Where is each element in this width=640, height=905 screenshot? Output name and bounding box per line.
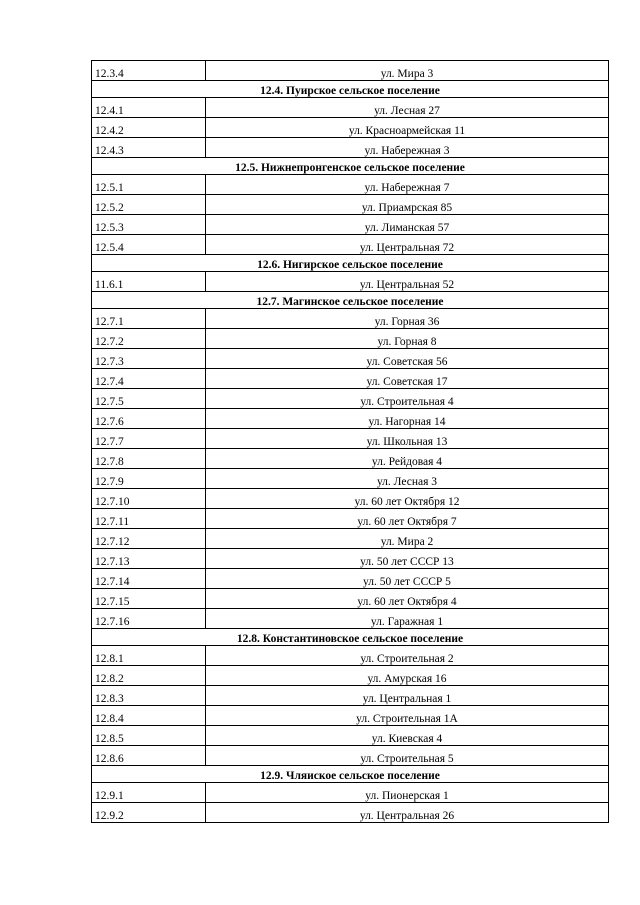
section-header-row [92, 81, 609, 98]
table-row [92, 98, 609, 118]
item-address: ул. 60 лет Октября 12 [206, 489, 609, 509]
item-address: ул. Советская 56 [206, 349, 609, 369]
item-number: 12.8.5 [92, 726, 206, 746]
item-number: 12.5.4 [92, 235, 206, 255]
table-row [92, 118, 609, 138]
section-header-row [92, 255, 609, 272]
table-row [92, 215, 609, 235]
table-row [92, 469, 609, 489]
section-title: 12.9. Чляиское сельское поселение [92, 766, 609, 783]
item-number: 12.7.2 [92, 329, 206, 349]
item-number: 12.4.2 [92, 118, 206, 138]
table-row [92, 329, 609, 349]
item-number: 12.7.4 [92, 369, 206, 389]
item-address: ул. Центральная 26 [206, 803, 609, 823]
item-address: ул. 60 лет Октября 7 [206, 509, 609, 529]
item-address: ул. 50 лет СССР 5 [206, 569, 609, 589]
table-row [92, 369, 609, 389]
item-number: 12.7.10 [92, 489, 206, 509]
table-row [92, 569, 609, 589]
table-row [92, 195, 609, 215]
section-title: 12.7. Магинское сельское поселение [92, 292, 609, 309]
address-table [91, 60, 609, 823]
item-number: 12.8.3 [92, 686, 206, 706]
item-number: 12.7.6 [92, 409, 206, 429]
table-row [92, 309, 609, 329]
item-number: 12.8.1 [92, 646, 206, 666]
item-address: ул. Центральная 1 [206, 686, 609, 706]
table-row [92, 235, 609, 255]
table-row [92, 509, 609, 529]
table-row [92, 429, 609, 449]
item-number: 12.3.4 [92, 61, 206, 81]
item-address: ул. Лиманская 57 [206, 215, 609, 235]
table-row [92, 175, 609, 195]
table-row [92, 726, 609, 746]
item-number: 11.6.1 [92, 272, 206, 292]
item-address: ул. Набережная 7 [206, 175, 609, 195]
item-address: ул. Гаражная 1 [206, 609, 609, 629]
table-row [92, 138, 609, 158]
section-title: 12.6. Нигирское сельское поселение [92, 255, 609, 272]
item-address: ул. Лесная 3 [206, 469, 609, 489]
item-number: 12.8.4 [92, 706, 206, 726]
table-row [92, 549, 609, 569]
item-number: 12.4.3 [92, 138, 206, 158]
item-number: 12.8.2 [92, 666, 206, 686]
item-number: 12.7.15 [92, 589, 206, 609]
item-address: ул. Амурская 16 [206, 666, 609, 686]
item-number: 12.4.1 [92, 98, 206, 118]
item-address: ул. Нагорная 14 [206, 409, 609, 429]
section-title: 12.8. Константиновское сельское поселение [92, 629, 609, 646]
item-address: ул. Строительная 2 [206, 646, 609, 666]
item-address: ул. Лесная 27 [206, 98, 609, 118]
table-row [92, 349, 609, 369]
section-header-row [92, 292, 609, 309]
item-number: 12.7.3 [92, 349, 206, 369]
item-number: 12.7.12 [92, 529, 206, 549]
table-row [92, 706, 609, 726]
item-address: ул. Мира 2 [206, 529, 609, 549]
item-address: ул. Горная 36 [206, 309, 609, 329]
table-row [92, 609, 609, 629]
item-address: ул. Мира 3 [206, 61, 609, 81]
table-row [92, 783, 609, 803]
item-address: ул. Приамрская 85 [206, 195, 609, 215]
item-address: ул. Советская 17 [206, 369, 609, 389]
item-address: ул. Красноармейская 11 [206, 118, 609, 138]
table-row [92, 61, 609, 81]
item-number: 12.8.6 [92, 746, 206, 766]
table-row [92, 449, 609, 469]
table-row [92, 803, 609, 823]
item-address: ул. Строительная 5 [206, 746, 609, 766]
section-header-row [92, 766, 609, 783]
item-number: 12.7.5 [92, 389, 206, 409]
item-number: 12.7.7 [92, 429, 206, 449]
item-address: ул. Строительная 4 [206, 389, 609, 409]
item-address: ул. 60 лет Октября 4 [206, 589, 609, 609]
table-row [92, 589, 609, 609]
item-number: 12.9.1 [92, 783, 206, 803]
item-number: 12.7.1 [92, 309, 206, 329]
item-address: ул. Киевская 4 [206, 726, 609, 746]
item-number: 12.7.8 [92, 449, 206, 469]
section-header-row [92, 158, 609, 175]
item-address: ул. Рейдовая 4 [206, 449, 609, 469]
item-address: ул. 50 лет СССР 13 [206, 549, 609, 569]
item-number: 12.5.1 [92, 175, 206, 195]
table-row [92, 272, 609, 292]
table-row [92, 646, 609, 666]
item-address: ул. Строительная 1А [206, 706, 609, 726]
table-row [92, 666, 609, 686]
address-table-body [92, 61, 609, 823]
item-number: 12.7.9 [92, 469, 206, 489]
section-title: 12.5. Нижнепронгенское сельское поселение [92, 158, 609, 175]
table-row [92, 529, 609, 549]
item-address: ул. Набережная 3 [206, 138, 609, 158]
item-address: ул. Центральная 52 [206, 272, 609, 292]
item-number: 12.5.2 [92, 195, 206, 215]
section-title: 12.4. Пуирское сельское поселение [92, 81, 609, 98]
item-number: 12.7.11 [92, 509, 206, 529]
item-address: ул. Горная 8 [206, 329, 609, 349]
item-number: 12.7.13 [92, 549, 206, 569]
item-address: ул. Центральная 72 [206, 235, 609, 255]
item-number: 12.7.16 [92, 609, 206, 629]
item-address: ул. Пионерская 1 [206, 783, 609, 803]
table-row [92, 389, 609, 409]
section-header-row [92, 629, 609, 646]
item-number: 12.7.14 [92, 569, 206, 589]
item-number: 12.5.3 [92, 215, 206, 235]
table-row [92, 686, 609, 706]
table-row [92, 409, 609, 429]
item-number: 12.9.2 [92, 803, 206, 823]
table-row [92, 746, 609, 766]
item-address: ул. Школьная 13 [206, 429, 609, 449]
table-row [92, 489, 609, 509]
